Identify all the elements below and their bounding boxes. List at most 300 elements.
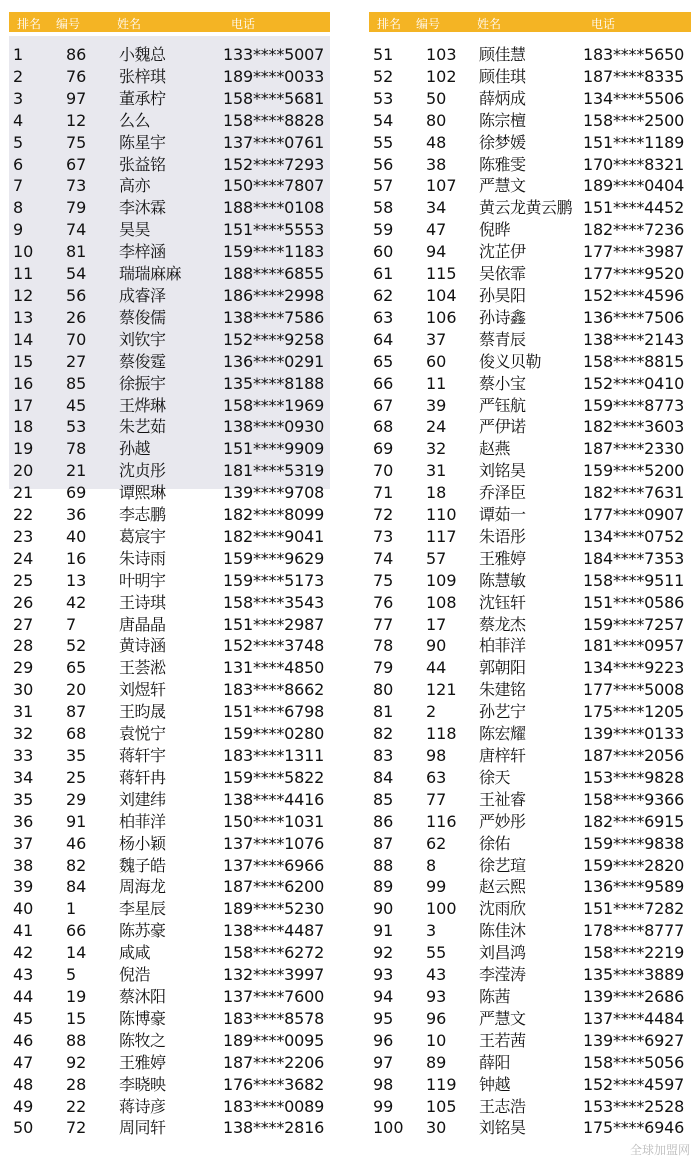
table-row bbox=[369, 745, 691, 767]
name-cell: 昊昊 bbox=[119, 220, 151, 240]
phone-cell: 135****8188 bbox=[223, 373, 325, 393]
rank-cell: 48 bbox=[13, 1074, 34, 1094]
table-row bbox=[9, 1096, 330, 1118]
phone-cell: 151****9909 bbox=[223, 439, 325, 459]
rank-cell: 83 bbox=[373, 746, 394, 765]
rank-cell: 49 bbox=[13, 1096, 34, 1116]
number-cell: 81 bbox=[66, 242, 87, 262]
header-name: 姓名 bbox=[477, 17, 502, 31]
name-cell: 徐梦媛 bbox=[479, 132, 526, 152]
rank-cell: 52 bbox=[373, 66, 394, 86]
name-cell: 严伊诺 bbox=[479, 417, 526, 437]
table-row bbox=[9, 416, 330, 438]
name-cell: 钟越 bbox=[479, 1074, 511, 1094]
number-cell: 29 bbox=[66, 789, 87, 809]
phone-cell: 183****8662 bbox=[223, 680, 325, 700]
number-cell: 25 bbox=[66, 767, 87, 787]
phone-cell: 159****9629 bbox=[223, 548, 325, 568]
rank-cell: 64 bbox=[373, 329, 394, 349]
name-cell: 赵燕 bbox=[479, 439, 511, 459]
rank-cell: 84 bbox=[373, 767, 394, 787]
phone-cell: 135****3889 bbox=[583, 965, 685, 985]
table-row bbox=[369, 592, 691, 614]
phone-cell: 182****7631 bbox=[583, 483, 685, 503]
name-cell: 顾佳慧 bbox=[479, 45, 526, 64]
rank-cell: 18 bbox=[13, 417, 34, 437]
rank-cell: 58 bbox=[373, 198, 394, 218]
phone-cell: 138****0930 bbox=[223, 417, 325, 437]
name-cell: 刘煜轩 bbox=[119, 680, 166, 700]
name-cell: 叶明宇 bbox=[119, 570, 166, 590]
rank-cell: 42 bbox=[13, 943, 34, 963]
number-cell: 5 bbox=[66, 965, 77, 985]
rank-cell: 4 bbox=[13, 110, 24, 130]
rank-cell: 9 bbox=[13, 220, 24, 240]
phone-cell: 150****7807 bbox=[223, 176, 325, 196]
rank-cell: 47 bbox=[13, 1052, 34, 1072]
header-name: 姓名 bbox=[117, 17, 142, 31]
number-cell: 19 bbox=[66, 986, 87, 1006]
rank-cell: 2 bbox=[13, 66, 24, 86]
table-row bbox=[9, 548, 330, 570]
table-row bbox=[9, 482, 330, 504]
number-cell: 45 bbox=[66, 395, 87, 415]
rank-cell: 35 bbox=[13, 789, 34, 809]
table-row bbox=[369, 285, 691, 307]
table-row bbox=[369, 1117, 691, 1139]
name-cell: 严钰航 bbox=[479, 395, 526, 415]
rank-cell: 46 bbox=[13, 1030, 34, 1050]
rank-cell: 20 bbox=[13, 461, 34, 481]
rank-cell: 53 bbox=[373, 88, 394, 108]
name-cell: 刘铭昊 bbox=[479, 1118, 526, 1138]
phone-cell: 188****0108 bbox=[223, 198, 325, 218]
rank-cell: 89 bbox=[373, 877, 394, 897]
name-cell: 俊义贝勒 bbox=[479, 351, 542, 371]
phone-cell: 159****2820 bbox=[583, 855, 685, 875]
name-cell: 么么 bbox=[119, 110, 151, 130]
table-row bbox=[369, 197, 691, 219]
rank-cell: 12 bbox=[13, 285, 34, 305]
number-cell: 30 bbox=[426, 1118, 447, 1138]
rank-cell: 34 bbox=[13, 767, 34, 787]
table-row bbox=[9, 679, 330, 701]
rank-cell: 30 bbox=[13, 680, 34, 700]
number-cell: 54 bbox=[66, 264, 87, 284]
table-row bbox=[9, 44, 330, 66]
number-cell: 88 bbox=[66, 1030, 87, 1050]
phone-cell: 182****6915 bbox=[583, 811, 685, 831]
rank-cell: 74 bbox=[373, 548, 394, 568]
table-row bbox=[9, 175, 330, 197]
phone-cell: 139****9708 bbox=[223, 483, 325, 503]
number-cell: 74 bbox=[66, 220, 87, 240]
number-cell: 55 bbox=[426, 943, 447, 963]
table-row bbox=[9, 592, 330, 614]
number-cell: 20 bbox=[66, 680, 87, 700]
name-cell: 薛阳 bbox=[479, 1052, 511, 1072]
name-cell: 徐佑 bbox=[479, 833, 511, 853]
table-row bbox=[369, 263, 691, 285]
phone-cell: 176****3682 bbox=[223, 1074, 325, 1094]
name-cell: 陈慧敏 bbox=[479, 570, 526, 590]
number-cell: 47 bbox=[426, 220, 447, 240]
number-cell: 22 bbox=[66, 1096, 87, 1116]
name-cell: 郭朝阳 bbox=[479, 658, 526, 678]
table-row bbox=[369, 438, 691, 460]
phone-cell: 158****5056 bbox=[583, 1052, 685, 1072]
number-cell: 91 bbox=[66, 811, 87, 831]
number-cell: 17 bbox=[426, 614, 447, 634]
header-rank: 排名 bbox=[377, 17, 402, 31]
rank-cell: 41 bbox=[13, 921, 34, 941]
name-cell: 王荟淞 bbox=[119, 658, 166, 678]
table-row bbox=[369, 876, 691, 898]
name-cell: 徐振宇 bbox=[119, 373, 166, 393]
phone-cell: 152****0410 bbox=[583, 373, 685, 393]
number-cell: 67 bbox=[66, 154, 87, 174]
rank-cell: 54 bbox=[373, 110, 394, 130]
table-row bbox=[9, 942, 330, 964]
number-cell: 80 bbox=[426, 110, 447, 130]
name-cell: 柏菲洋 bbox=[119, 811, 166, 831]
table-row bbox=[369, 329, 691, 351]
header-phone: 电话 bbox=[231, 17, 256, 31]
table-row bbox=[9, 110, 330, 132]
left-rows bbox=[9, 44, 330, 1139]
number-cell: 115 bbox=[426, 264, 457, 284]
rank-cell: 36 bbox=[13, 811, 34, 831]
phone-cell: 151****2987 bbox=[223, 614, 325, 634]
phone-cell: 138****2143 bbox=[583, 329, 685, 349]
table-row bbox=[369, 395, 691, 417]
table-row bbox=[369, 1030, 691, 1052]
rank-cell: 45 bbox=[13, 1008, 34, 1028]
rank-cell: 80 bbox=[373, 680, 394, 700]
table-row bbox=[369, 1074, 691, 1096]
name-cell: 咸咸 bbox=[119, 943, 151, 963]
rank-cell: 21 bbox=[13, 483, 34, 503]
table-row bbox=[369, 723, 691, 745]
phone-cell: 183****0089 bbox=[223, 1096, 325, 1116]
name-cell: 严慧文 bbox=[479, 1008, 526, 1028]
rank-cell: 88 bbox=[373, 855, 394, 875]
name-cell: 谭茹一 bbox=[479, 505, 526, 525]
name-cell: 王雅婷 bbox=[119, 1052, 166, 1072]
name-cell: 李沐霖 bbox=[119, 198, 166, 218]
rank-cell: 57 bbox=[373, 176, 394, 196]
phone-cell: 136****0291 bbox=[223, 351, 325, 371]
rank-cell: 79 bbox=[373, 658, 394, 678]
name-cell: 陈宏耀 bbox=[479, 724, 526, 744]
phone-cell: 151****4452 bbox=[583, 198, 685, 218]
table-row bbox=[369, 855, 691, 877]
rank-cell: 100 bbox=[373, 1118, 404, 1138]
phone-cell: 139****0133 bbox=[583, 724, 685, 744]
phone-cell: 150****1031 bbox=[223, 811, 325, 831]
table-row bbox=[369, 1052, 691, 1074]
number-cell: 34 bbox=[426, 198, 447, 218]
table-row bbox=[9, 219, 330, 241]
rank-cell: 26 bbox=[13, 592, 34, 612]
number-cell: 40 bbox=[66, 526, 87, 546]
name-cell: 沈贞彤 bbox=[119, 461, 166, 481]
rank-cell: 82 bbox=[373, 724, 394, 744]
table-row bbox=[9, 285, 330, 307]
phone-cell: 182****3603 bbox=[583, 417, 685, 437]
table-row bbox=[369, 110, 691, 132]
number-cell: 15 bbox=[66, 1008, 87, 1028]
phone-cell: 181****0957 bbox=[583, 636, 685, 656]
rank-cell: 69 bbox=[373, 439, 394, 459]
table-row bbox=[9, 373, 330, 395]
name-cell: 刘铭昊 bbox=[479, 461, 526, 481]
table-row bbox=[9, 767, 330, 789]
number-cell: 27 bbox=[66, 351, 87, 371]
table-row bbox=[369, 811, 691, 833]
name-cell: 张益铭 bbox=[119, 154, 166, 174]
phone-cell: 182****7236 bbox=[583, 220, 685, 240]
table-row bbox=[9, 329, 330, 351]
table-row bbox=[9, 635, 330, 657]
number-cell: 73 bbox=[66, 176, 87, 196]
number-cell: 87 bbox=[66, 702, 87, 722]
rank-cell: 70 bbox=[373, 461, 394, 481]
rank-cell: 10 bbox=[13, 242, 34, 262]
table-row bbox=[9, 1008, 330, 1030]
name-cell: 陈佳沐 bbox=[479, 921, 526, 941]
number-cell: 26 bbox=[66, 307, 87, 327]
table-row bbox=[369, 307, 691, 329]
phone-cell: 151****7282 bbox=[583, 899, 685, 919]
name-cell: 严妙彤 bbox=[479, 811, 526, 831]
phone-cell: 139****2686 bbox=[583, 986, 685, 1006]
number-cell: 12 bbox=[66, 110, 87, 130]
name-cell: 李梓涵 bbox=[119, 242, 166, 262]
number-cell: 110 bbox=[426, 505, 457, 525]
number-cell: 7 bbox=[66, 614, 77, 634]
number-cell: 106 bbox=[426, 307, 457, 327]
number-cell: 32 bbox=[426, 439, 447, 459]
name-cell: 沈芷伊 bbox=[479, 242, 526, 262]
phone-cell: 138****4487 bbox=[223, 921, 325, 941]
number-cell: 102 bbox=[426, 66, 457, 86]
table-row bbox=[9, 504, 330, 526]
phone-cell: 134****5506 bbox=[583, 88, 685, 108]
phone-cell: 136****7506 bbox=[583, 307, 685, 327]
phone-cell: 187****2056 bbox=[583, 746, 685, 765]
number-cell: 68 bbox=[66, 724, 87, 744]
rank-cell: 14 bbox=[13, 329, 34, 349]
rank-cell: 96 bbox=[373, 1030, 394, 1050]
watermark: 全球加盟网 bbox=[629, 1143, 690, 1157]
name-cell: 成睿泽 bbox=[119, 285, 166, 305]
number-cell: 66 bbox=[66, 921, 87, 941]
phone-cell: 175****6946 bbox=[583, 1118, 685, 1138]
phone-cell: 131****4850 bbox=[223, 658, 325, 678]
table-row bbox=[9, 855, 330, 877]
phone-cell: 183****8578 bbox=[223, 1008, 325, 1028]
rank-cell: 73 bbox=[373, 526, 394, 546]
phone-cell: 152****3748 bbox=[223, 636, 325, 656]
number-cell: 36 bbox=[66, 505, 87, 525]
phone-cell: 187****2206 bbox=[223, 1052, 325, 1072]
number-cell: 98 bbox=[426, 746, 447, 765]
rank-cell: 39 bbox=[13, 877, 34, 897]
table-row bbox=[369, 679, 691, 701]
phone-cell: 158****5681 bbox=[223, 88, 325, 108]
table-row bbox=[9, 88, 330, 110]
number-cell: 13 bbox=[66, 570, 87, 590]
rank-cell: 67 bbox=[373, 395, 394, 415]
rank-cell: 5 bbox=[13, 132, 24, 152]
table-row bbox=[369, 920, 691, 942]
rank-cell: 81 bbox=[373, 702, 394, 722]
number-cell: 52 bbox=[66, 636, 87, 656]
rank-cell: 59 bbox=[373, 220, 394, 240]
number-cell: 103 bbox=[426, 45, 457, 64]
table-row bbox=[369, 526, 691, 548]
table-row bbox=[369, 1096, 691, 1118]
rank-cell: 38 bbox=[13, 855, 34, 875]
table-row bbox=[369, 833, 691, 855]
name-cell: 李志鹏 bbox=[119, 505, 166, 525]
name-cell: 倪浩 bbox=[119, 965, 151, 985]
number-cell: 53 bbox=[66, 417, 87, 437]
rank-cell: 7 bbox=[13, 176, 24, 196]
name-cell: 孙艺宁 bbox=[479, 702, 526, 722]
table-row bbox=[9, 1074, 330, 1096]
name-cell: 唐晶晶 bbox=[119, 614, 166, 634]
name-cell: 陈博豪 bbox=[119, 1008, 166, 1028]
rank-cell: 32 bbox=[13, 724, 34, 744]
name-cell: 刘昌鸿 bbox=[479, 943, 526, 963]
name-cell: 董承柠 bbox=[119, 88, 166, 108]
phone-cell: 136****9589 bbox=[583, 877, 685, 897]
table-row bbox=[369, 614, 691, 636]
number-cell: 35 bbox=[66, 746, 87, 765]
rank-cell: 68 bbox=[373, 417, 394, 437]
number-cell: 65 bbox=[66, 658, 87, 678]
phone-cell: 132****3997 bbox=[223, 965, 325, 985]
name-cell: 高亦 bbox=[119, 176, 151, 196]
table-header bbox=[369, 12, 691, 32]
number-cell: 79 bbox=[66, 198, 87, 218]
table-row bbox=[9, 460, 330, 482]
number-cell: 99 bbox=[426, 877, 447, 897]
number-cell: 57 bbox=[426, 548, 447, 568]
name-cell: 陈茜 bbox=[479, 986, 511, 1006]
phone-cell: 152****7293 bbox=[223, 154, 325, 174]
rank-cell: 66 bbox=[373, 373, 394, 393]
rank-cell: 92 bbox=[373, 943, 394, 963]
number-cell: 108 bbox=[426, 592, 457, 612]
number-cell: 48 bbox=[426, 132, 447, 152]
header-phone: 电话 bbox=[591, 17, 616, 31]
rank-cell: 19 bbox=[13, 439, 34, 459]
number-cell: 43 bbox=[426, 965, 447, 985]
phone-cell: 158****1969 bbox=[223, 395, 325, 415]
rank-cell: 29 bbox=[13, 658, 34, 678]
phone-cell: 137****7600 bbox=[223, 986, 325, 1006]
number-cell: 86 bbox=[66, 45, 87, 64]
number-cell: 24 bbox=[426, 417, 447, 437]
table-row bbox=[369, 175, 691, 197]
table-row bbox=[9, 876, 330, 898]
phone-cell: 159****5173 bbox=[223, 570, 325, 590]
name-cell: 陈雅雯 bbox=[479, 154, 526, 174]
table-row bbox=[9, 986, 330, 1008]
table-row bbox=[369, 767, 691, 789]
rank-cell: 90 bbox=[373, 899, 394, 919]
phone-cell: 138****7586 bbox=[223, 307, 325, 327]
number-cell: 94 bbox=[426, 242, 447, 262]
number-cell: 96 bbox=[426, 1008, 447, 1028]
phone-cell: 152****9258 bbox=[223, 329, 325, 349]
phone-cell: 137****4484 bbox=[583, 1008, 685, 1028]
number-cell: 16 bbox=[66, 548, 87, 568]
phone-cell: 187****2330 bbox=[583, 439, 685, 459]
phone-cell: 151****0586 bbox=[583, 592, 685, 612]
table-row bbox=[9, 241, 330, 263]
table-row bbox=[9, 811, 330, 833]
number-cell: 37 bbox=[426, 329, 447, 349]
rank-cell: 76 bbox=[373, 592, 394, 612]
phone-cell: 159****8773 bbox=[583, 395, 685, 415]
table-row bbox=[369, 373, 691, 395]
table-row bbox=[369, 701, 691, 723]
phone-cell: 158****3543 bbox=[223, 592, 325, 612]
number-cell: 109 bbox=[426, 570, 457, 590]
rank-cell: 60 bbox=[373, 242, 394, 262]
table-row bbox=[369, 548, 691, 570]
name-cell: 蔡小宝 bbox=[479, 373, 526, 393]
number-cell: 117 bbox=[426, 526, 457, 546]
name-cell: 蔡青辰 bbox=[479, 329, 526, 349]
name-cell: 蒋诗彦 bbox=[119, 1096, 166, 1116]
phone-cell: 158****9366 bbox=[583, 789, 685, 809]
number-cell: 46 bbox=[66, 833, 87, 853]
table-row bbox=[9, 920, 330, 942]
name-cell: 李晓映 bbox=[119, 1074, 166, 1094]
table-row bbox=[9, 307, 330, 329]
rank-cell: 40 bbox=[13, 899, 34, 919]
rank-cell: 44 bbox=[13, 986, 34, 1006]
table-row bbox=[369, 986, 691, 1008]
number-cell: 119 bbox=[426, 1074, 457, 1094]
rank-cell: 55 bbox=[373, 132, 394, 152]
number-cell: 1 bbox=[66, 899, 77, 919]
table-row bbox=[9, 657, 330, 679]
rank-cell: 87 bbox=[373, 833, 394, 853]
phone-cell: 158****8815 bbox=[583, 351, 685, 371]
phone-cell: 137****0761 bbox=[223, 132, 325, 152]
number-cell: 118 bbox=[426, 724, 457, 744]
table-row bbox=[369, 88, 691, 110]
rank-cell: 13 bbox=[13, 307, 34, 327]
name-cell: 赵云熙 bbox=[479, 877, 526, 897]
name-cell: 刘钦宇 bbox=[119, 329, 166, 349]
phone-cell: 183****5650 bbox=[583, 45, 685, 64]
number-cell: 14 bbox=[66, 943, 87, 963]
rank-cell: 31 bbox=[13, 702, 34, 722]
rank-cell: 61 bbox=[373, 264, 394, 284]
table-row bbox=[9, 1052, 330, 1074]
name-cell: 王若茜 bbox=[479, 1030, 526, 1050]
name-cell: 沈雨欣 bbox=[479, 899, 526, 919]
phone-cell: 159****1183 bbox=[223, 242, 325, 262]
name-cell: 周海龙 bbox=[119, 877, 166, 897]
